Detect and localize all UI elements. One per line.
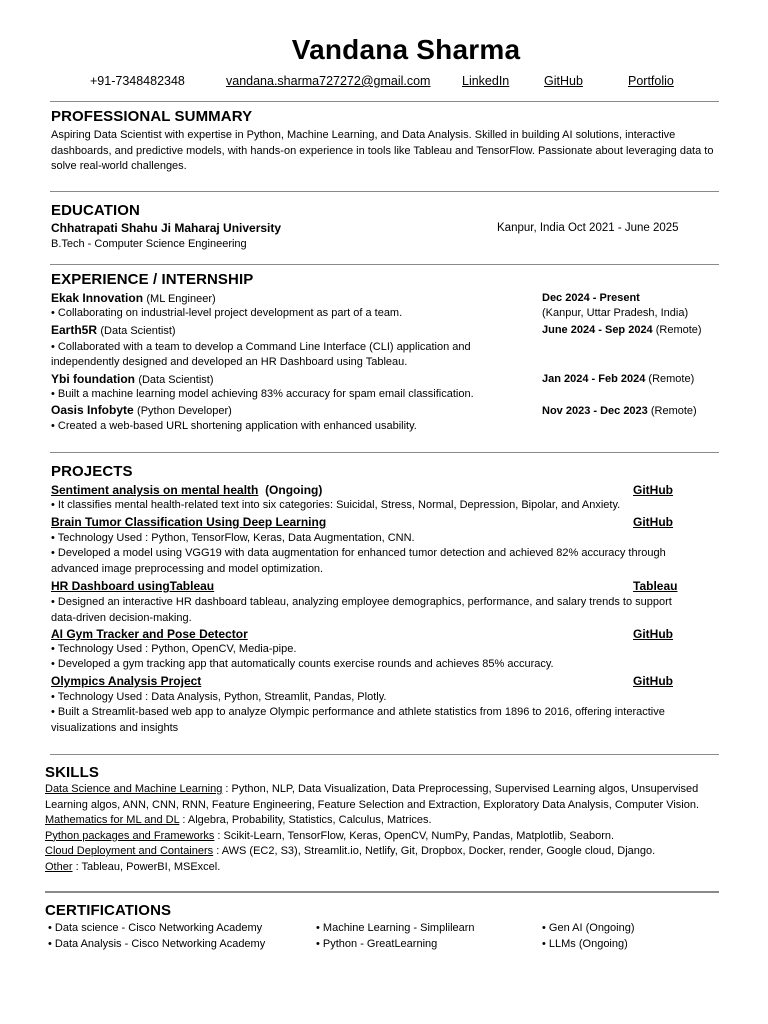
- skill-label: Data Science and Machine Learning: [45, 783, 223, 795]
- summary-heading: PROFESSIONAL SUMMARY: [51, 108, 253, 125]
- email-link[interactable]: vandana.sharma727272@gmail.com: [226, 74, 431, 88]
- job-role: (Data Scientist): [100, 325, 176, 337]
- education-location-dates: Kanpur, India Oct 2021 - June 2025: [497, 222, 679, 234]
- project-github-link[interactable]: GitHub: [633, 674, 673, 688]
- experience-heading: EXPERIENCE / INTERNSHIP: [51, 271, 254, 288]
- project-title-row: [51, 483, 322, 497]
- experience-mode: (Remote): [648, 373, 695, 385]
- project-title: HR Dashboard usingTableau: [51, 579, 215, 593]
- experience-mode: (Remote): [650, 405, 697, 417]
- project-bullet-cont: data-driven decision-making.: [51, 612, 192, 624]
- skills-list: [45, 782, 725, 875]
- divider: [50, 191, 719, 192]
- skill-text: : Scikit-Learn, TensorFlow, Keras, OpenCV, NumPy, Pandas, Matplotlib, Seaborn.: [214, 829, 615, 842]
- project-bullet-cont: advanced image preprocessing and model optimization.: [51, 563, 324, 575]
- experience-bullet-cont: independently designed and developed an HR Dashboard using Tableau.: [51, 356, 408, 368]
- project-title: Brain Tumor Classification Using Deep Learning: [51, 515, 327, 529]
- certification-item: • Data Analysis - Cisco Networking Academy: [48, 938, 266, 950]
- skill-text: : Python, NLP, Data Visualization, Data Preprocessing, Supervised Learning algos, Unsupervised Learning algos, ANN, CNN, RNN, Feature Engineering, Feature Selection and Extraction, Exploratory Data Analysis, Computer Vision.: [45, 783, 700, 811]
- linkedin-link[interactable]: LinkedIn: [462, 74, 510, 88]
- experience-entry-title: [51, 403, 232, 417]
- skill-text: : Algebra, Probability, Statistics, Calculus, Matrices.: [179, 814, 432, 826]
- project-bullet: • Technology Used : Python, OpenCV, Media-pipe.: [51, 643, 297, 655]
- experience-dates-line: [542, 323, 702, 339]
- experience-dates-line: [542, 372, 694, 388]
- experience-entry-title: [51, 323, 176, 337]
- project-status: (Ongoing): [265, 483, 323, 497]
- experience-dates: Jan 2024 - Feb 2024: [542, 373, 646, 385]
- degree: B.Tech - Computer Science Engineering: [51, 238, 247, 250]
- project-github-link[interactable]: GitHub: [633, 515, 673, 529]
- experience-bullet: • Collaborated with a team to develop a Command Line Interface (CLI) application and: [51, 341, 471, 353]
- experience-mode: (Remote): [655, 324, 702, 336]
- project-title: Olympics Analysis Project: [51, 674, 202, 688]
- candidate-name: Vandana Sharma: [291, 34, 521, 65]
- job-role: (Data Scientist): [138, 374, 214, 386]
- summary-text: Aspiring Data Scientist with expertise in Python, Machine Learning, and Data Analysis. Skilled in building AI solutions, interactive dashboards, and predictive models, with hands-on experience in tools like Tableau and TensorFlow. Passionate about leveraging data to solve real-world challenges.: [51, 129, 714, 172]
- job-role: (Python Developer): [137, 405, 232, 417]
- skills-heading: SKILLS: [45, 764, 99, 781]
- projects-heading: PROJECTS: [51, 463, 133, 480]
- skill-row: [45, 844, 725, 860]
- certifications-heading: CERTIFICATIONS: [45, 902, 172, 919]
- project-title: AI Gym Tracker and Pose Detector: [51, 627, 248, 641]
- skill-label: Other: [45, 860, 73, 873]
- github-link[interactable]: GitHub: [544, 74, 583, 88]
- project-bullet-cont: visualizations and insights: [51, 722, 179, 734]
- project-bullet: • It classifies mental health-related text into six categories: Suicidal, Stress, Normal, Depression, Bipolar, and Anxiety.: [51, 499, 621, 511]
- skill-row: [45, 829, 725, 845]
- project-title: Sentiment analysis on mental health: [51, 483, 259, 497]
- divider: [50, 452, 719, 453]
- experience-entry-title: [51, 291, 216, 305]
- experience-entry-title: [51, 372, 214, 386]
- project-bullet: • Developed a model using VGG19 with data augmentation for enhanced tumor detection and achieved 82% accuracy through: [51, 547, 666, 559]
- company-name: Oasis Infobyte: [51, 403, 134, 417]
- skill-label: Python packages and Frameworks: [45, 829, 215, 842]
- project-bullet: • Designed an interactive HR dashboard tableau, analyzing employee demographics, performance, and salary trends to support: [51, 596, 672, 608]
- company-name: Earth5R: [51, 323, 98, 337]
- company-name: Ybi foundation: [51, 372, 135, 386]
- experience-dates: Nov 2023 - Dec 2023: [542, 405, 648, 417]
- company-name: Ekak Innovation: [51, 291, 144, 305]
- certification-item: • Data science - Cisco Networking Academy: [48, 922, 263, 934]
- job-role: (ML Engineer): [146, 293, 216, 305]
- divider: [50, 264, 719, 265]
- certification-item: • Machine Learning - Simplilearn: [316, 922, 475, 934]
- experience-dates: June 2024 - Sep 2024: [542, 324, 653, 336]
- skill-row: [45, 782, 725, 813]
- skill-label: Mathematics for ML and DL: [45, 814, 180, 826]
- skill-text: : AWS (EC2, S3), Streamlit.io, Netlify, Git, Dropbox, Docker, render, Google cloud, Django.: [213, 845, 656, 857]
- project-bullet: • Developed a gym tracking app that automatically counts exercise rounds and achieves 85% accuracy.: [51, 658, 554, 670]
- skill-row: [45, 813, 725, 829]
- project-tableau-link[interactable]: Tableau: [633, 579, 678, 593]
- experience-bullet: • Collaborating on industrial-level project development as part of a team.: [51, 307, 403, 319]
- portfolio-link[interactable]: Portfolio: [628, 74, 674, 88]
- certification-item: • Python - GreatLearning: [316, 938, 438, 950]
- certification-item: • Gen AI (Ongoing): [542, 922, 635, 934]
- skill-row: [45, 860, 725, 876]
- divider: [45, 891, 719, 893]
- skill-text: : Tableau, PowerBI, MSExcel.: [72, 860, 221, 873]
- project-bullet: • Technology Used : Data Analysis, Python, Streamlit, Pandas, Plotly.: [51, 691, 387, 703]
- experience-bullet: • Built a machine learning model achieving 83% accuracy for spam email classification.: [51, 388, 474, 400]
- project-github-link[interactable]: GitHub: [633, 483, 673, 497]
- experience-location: (Kanpur, Uttar Pradesh, India): [542, 307, 689, 319]
- education-heading: EDUCATION: [51, 202, 140, 219]
- skill-label: Cloud Deployment and Containers: [45, 845, 214, 857]
- experience-bullet: • Created a web-based URL shortening application with enhanced usability.: [51, 420, 417, 432]
- certification-item: • LLMs (Ongoing): [542, 938, 628, 950]
- project-bullet: • Built a Streamlit-based web app to analyze Olympic performance and athlete statistics from 1896 to 2016, offering interactive: [51, 706, 665, 718]
- project-github-link[interactable]: GitHub: [633, 627, 673, 641]
- experience-dates: Dec 2024 - Present: [542, 292, 640, 304]
- divider: [50, 754, 719, 755]
- project-bullet: • Technology Used : Python, TensorFlow, Keras, Data Augmentation, CNN.: [51, 532, 415, 544]
- school-name: Chhatrapati Shahu Ji Maharaj University: [51, 221, 282, 235]
- phone-number: +91-7348482348: [90, 74, 185, 88]
- divider: [50, 101, 719, 102]
- experience-dates-line: [542, 404, 697, 420]
